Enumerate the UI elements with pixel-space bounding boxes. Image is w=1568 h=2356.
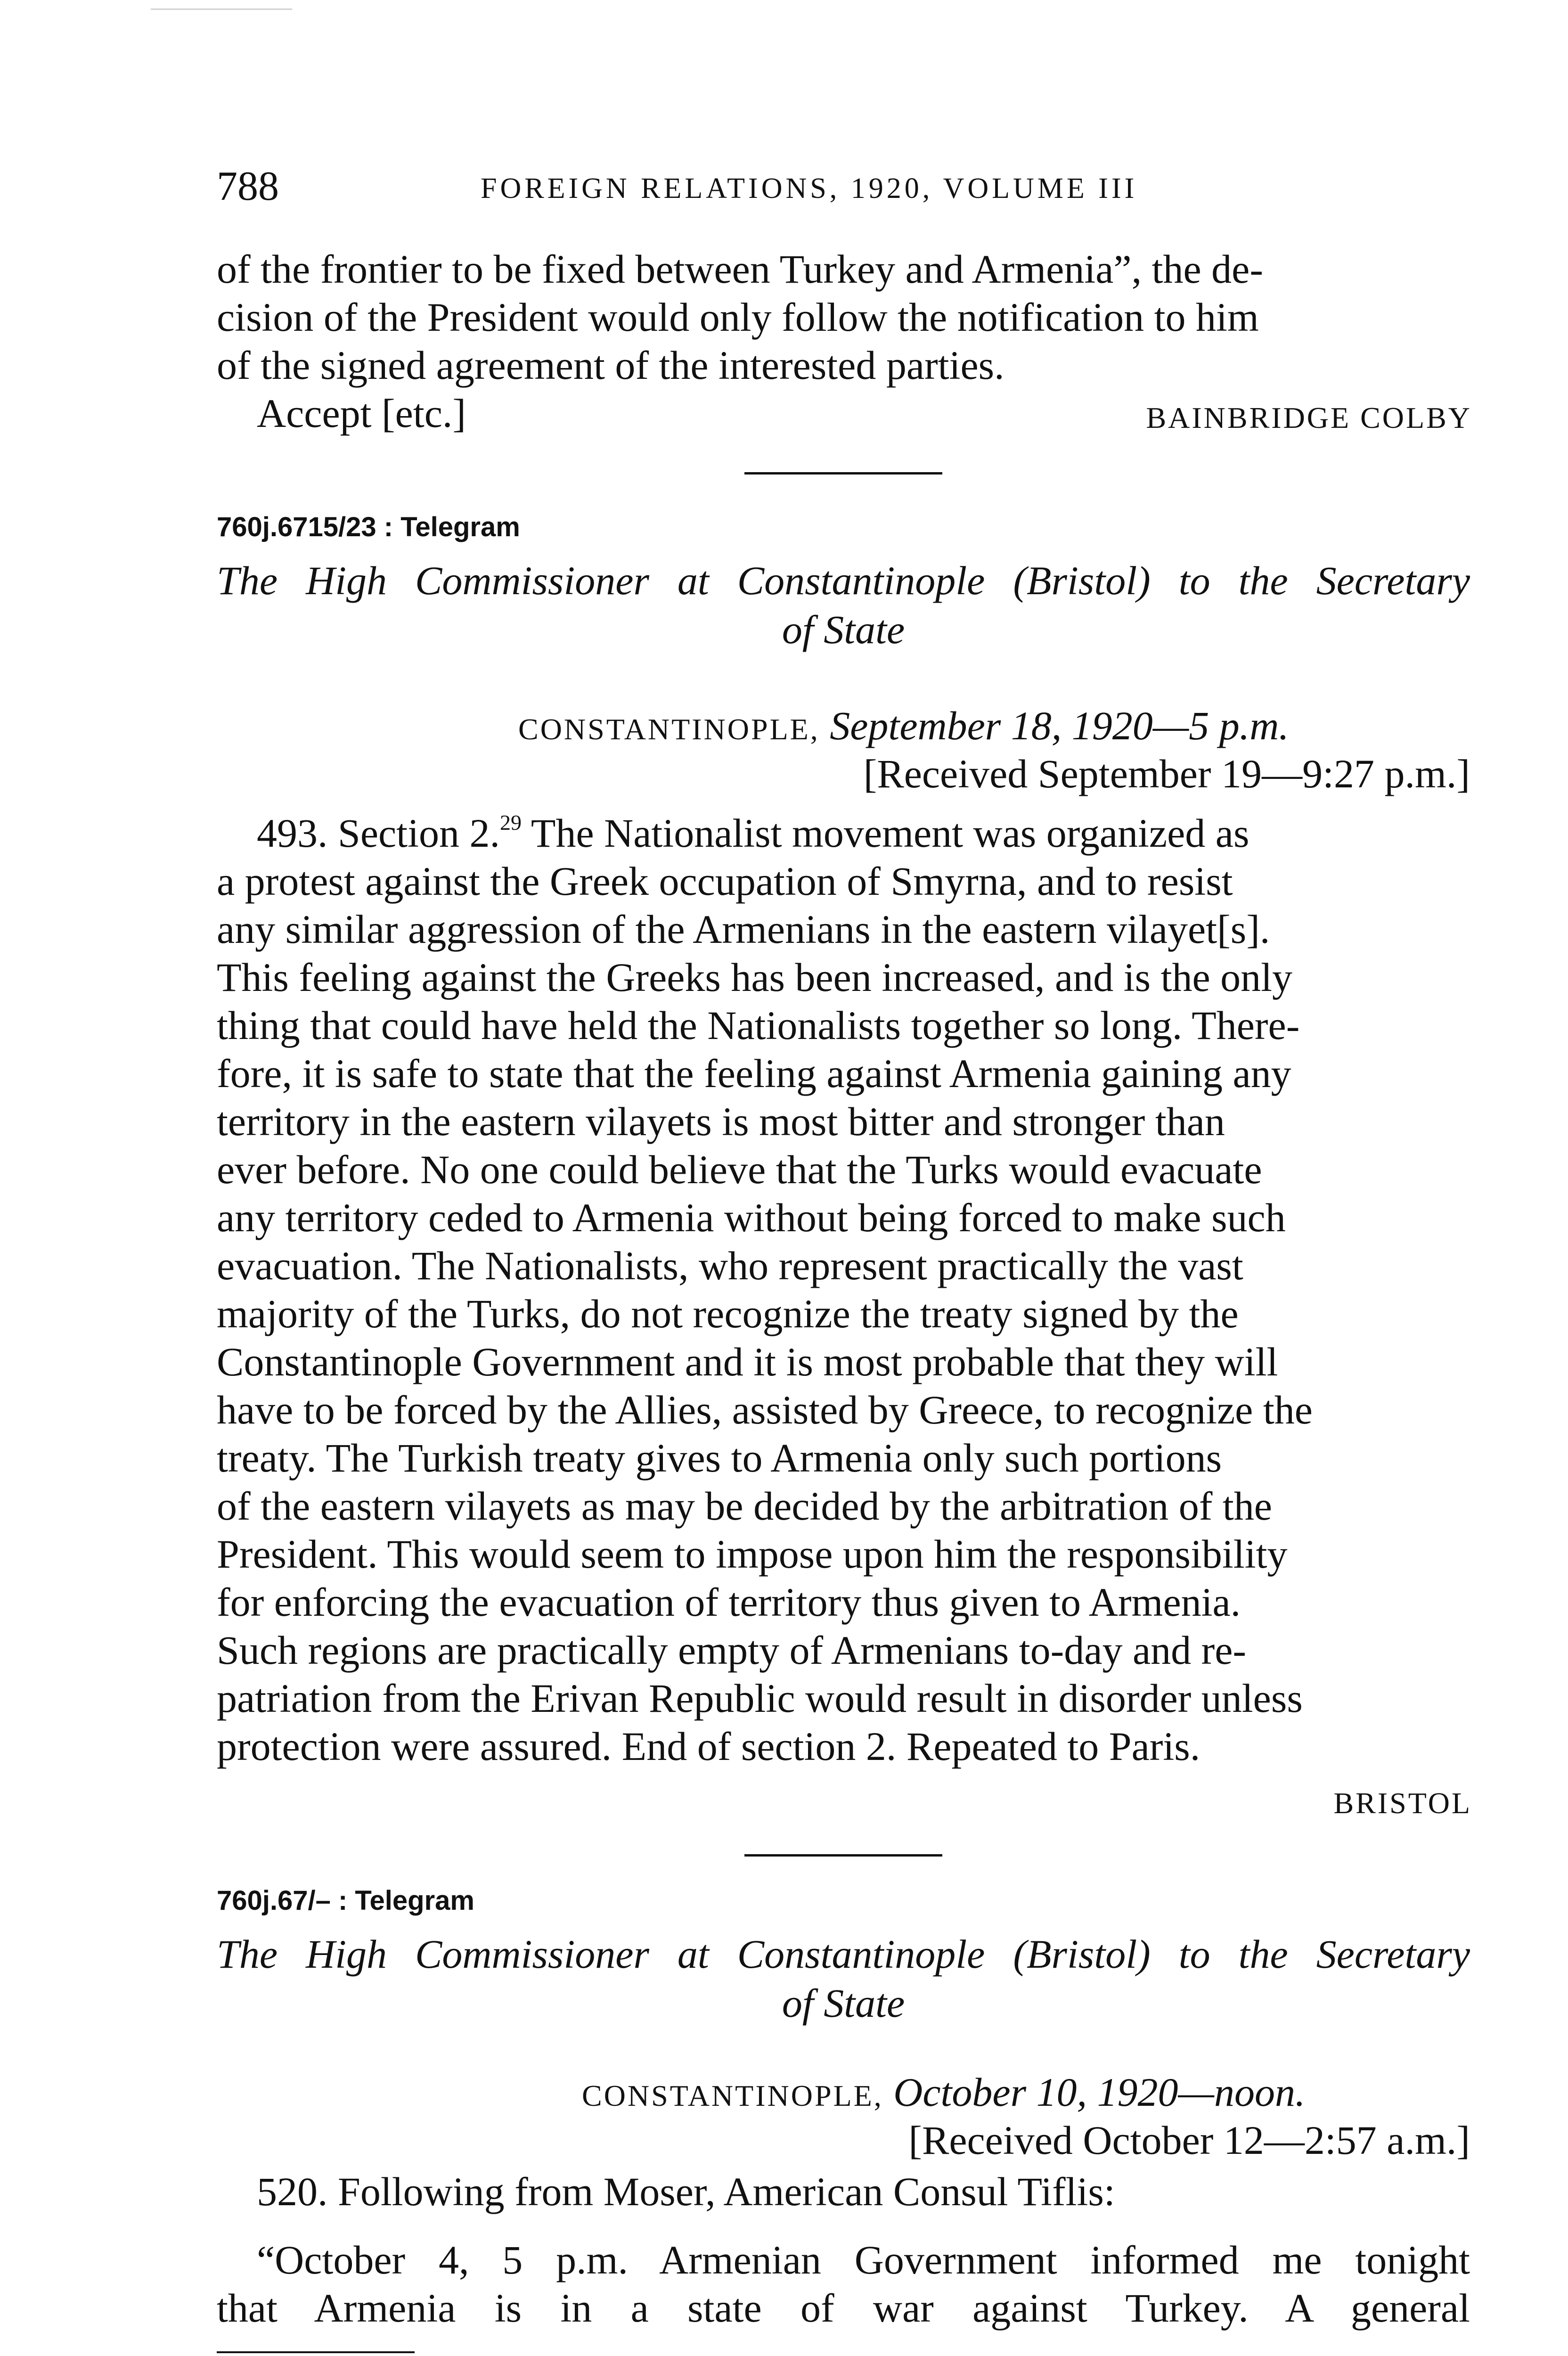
title-line: of State: [782, 1980, 905, 2026]
text-line: protection were assured. End of section 2. Repeated to Paris.: [217, 1724, 1200, 1769]
file-reference: 760j.6715/23 : Telegram: [217, 512, 520, 542]
text-line: cision of the President would only follow the notification to him: [217, 294, 1259, 340]
text-line: fore, it is safe to state that the feeling against Armenia gaining any: [217, 1051, 1291, 1096]
text-line: “October 4, 5 p.m. Armenian Government informed me tonight: [257, 2237, 1470, 2282]
text-line: President. This would seem to impose upon him the responsibility: [217, 1531, 1288, 1577]
text-line: a protest against the Greek occupation of Smyrna, and to resist: [217, 859, 1233, 904]
closing-line: [257, 389, 822, 437]
text-line: that Armenia is in a state of war against Turkey. A general: [217, 2285, 1470, 2331]
text-line: ever before. No one could believe that the Turks would evacuate: [217, 1147, 1262, 1192]
text-line: have to be forced by the Allies, assisted by Greece, to recognize the: [217, 1387, 1313, 1432]
text-line: any territory ceded to Armenia without being forced to make such: [217, 1195, 1286, 1240]
title-line: of State: [782, 607, 905, 652]
dateline: [582, 2069, 1306, 2116]
closing-text: Accept [etc.]: [257, 391, 466, 436]
dateline: [518, 702, 1289, 749]
text-line: [217, 799, 1470, 857]
document-title: [217, 556, 1470, 654]
running-head: FOREIGN RELATIONS, 1920, VOLUME III: [481, 172, 1138, 205]
section-divider: [744, 1854, 942, 1857]
text-line: Constantinople Government and it is most probable that they will: [217, 1339, 1278, 1384]
text-line: 520. Following from Moser, American Consul Tiflis:: [257, 2169, 1115, 2214]
scan-artifact-line: [151, 8, 292, 12]
text-line: of the eastern vilayets as may be decided by the arbitration of the: [217, 1483, 1272, 1529]
telegram-body: [217, 799, 1470, 1770]
page-header: [217, 163, 1470, 210]
text-line: of the frontier to be fixed between Turkey and Armenia”, the de-: [217, 246, 1263, 292]
text-line: patriation from the Erivan Republic would result in disorder unless: [217, 1676, 1303, 1721]
text-line: majority of the Turks, do not recognize the treaty signed by the: [217, 1291, 1239, 1336]
text-line: of the signed agreement of the interested parties.: [217, 343, 1004, 388]
text-line: any similar aggression of the Armenians in the eastern vilayet[s].: [217, 907, 1270, 952]
dateline-date: October 10, 1920—noon.: [893, 2070, 1306, 2115]
signature-bristol: [1333, 1786, 1472, 1821]
section-divider: [744, 472, 942, 474]
signature-text: BAINBRIDGE COLBY: [1146, 401, 1472, 434]
text-line: This feeling against the Greeks has been increased, and is the only: [217, 955, 1293, 1000]
document-title: [217, 1930, 1470, 2028]
text-line: territory in the eastern vilayets is most bitter and stronger than: [217, 1099, 1225, 1144]
dateline-date: September 18, 1920—5 p.m.: [830, 703, 1289, 748]
page-number: 788: [217, 164, 279, 209]
dateline-place: CONSTANTINOPLE,: [582, 2079, 883, 2112]
message-number: 493. Section 2.: [257, 810, 500, 856]
message-intro: [257, 2168, 1470, 2216]
dateline-place: CONSTANTINOPLE,: [518, 712, 820, 746]
continuation-paragraph: [217, 245, 1470, 389]
signature-text: BRISTOL: [1333, 1786, 1472, 1820]
received-line: [Received September 19—9:27 p.m.]: [863, 751, 1470, 796]
text-line: treaty. The Turkish treaty gives to Armenia only such portions: [217, 1435, 1222, 1481]
text-line: for enforcing the evacuation of territory thus given to Armenia.: [217, 1579, 1241, 1625]
footnote-rule: [217, 2351, 415, 2353]
text-line: evacuation. The Nationalists, who represent practically the vast: [217, 1243, 1243, 1288]
title-line: The High Commissioner at Constantinople (Bristol) to the Secretary: [217, 1931, 1470, 1977]
title-line: The High Commissioner at Constantinople (Bristol) to the Secretary: [217, 558, 1470, 603]
text-line: thing that could have held the Nationalists together so long. There-: [217, 1003, 1300, 1048]
text-line: Such regions are practically empty of Armenians to-day and re-: [217, 1628, 1247, 1673]
received-line: [Received October 12—2:57 a.m.]: [908, 2118, 1470, 2163]
footnote-reference: 29: [499, 810, 522, 834]
quoted-message: [217, 2236, 1470, 2332]
file-reference: 760j.67/– : Telegram: [217, 1885, 475, 1916]
signature-colby: [1146, 401, 1472, 435]
text-segment: The Nationalist movement was organized as: [531, 810, 1250, 856]
